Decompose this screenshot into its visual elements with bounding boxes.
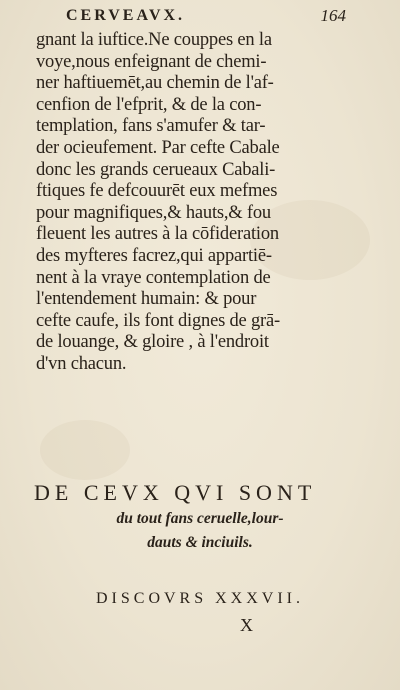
text-line: cefte caufe, ils font dignes de grā- — [36, 310, 280, 331]
text-line: der ocieufement. Par cefte Cabale — [36, 137, 280, 158]
text-line: ftiques fe defcouurēt eux mefmes — [36, 181, 278, 202]
text-line: l'entendement humain: & pour — [36, 289, 257, 310]
running-title: CERVEAVX. — [66, 7, 186, 24]
running-header — [66, 4, 346, 28]
section-heading: DE CEVX QVI SONT — [34, 480, 317, 505]
section-subheading: dauts & inciuils. — [147, 534, 253, 551]
text-line: templation, fans s'amufer & tar- — [36, 116, 266, 137]
text-line: fleuent les autres à la cōfideration — [36, 224, 279, 245]
text-line: des myfteres facrez,qui appartiē- — [36, 245, 272, 266]
discourse-label: DISCOVRS XXXVII. — [95, 590, 304, 607]
text-line: ner haftiuemēt,au chemin de l'af- — [36, 73, 274, 94]
text-line: voye,nous enfeignant de chemi- — [36, 51, 267, 72]
text-line: nent à la vraye contemplation de — [36, 267, 271, 288]
text-line: gnant la iuftice.Ne couppes en la — [36, 30, 272, 50]
text-line: de louange, & gloire , à l'endroit — [36, 332, 269, 353]
text-line: d'vn chacun. — [36, 353, 127, 374]
text-line: cenfion de l'efprit, & de la con- — [36, 94, 262, 115]
text-line: donc les grands cerueaux Cabali- — [36, 159, 276, 180]
body-text — [36, 30, 356, 376]
text-line: pour magnifiques,& hauts,& fou — [36, 202, 271, 223]
signature-mark: X — [240, 615, 253, 635]
section-subheading: du tout fans ceruelle,lour- — [116, 510, 284, 527]
page-number: 164 — [320, 6, 346, 25]
paper-stain — [40, 420, 130, 480]
